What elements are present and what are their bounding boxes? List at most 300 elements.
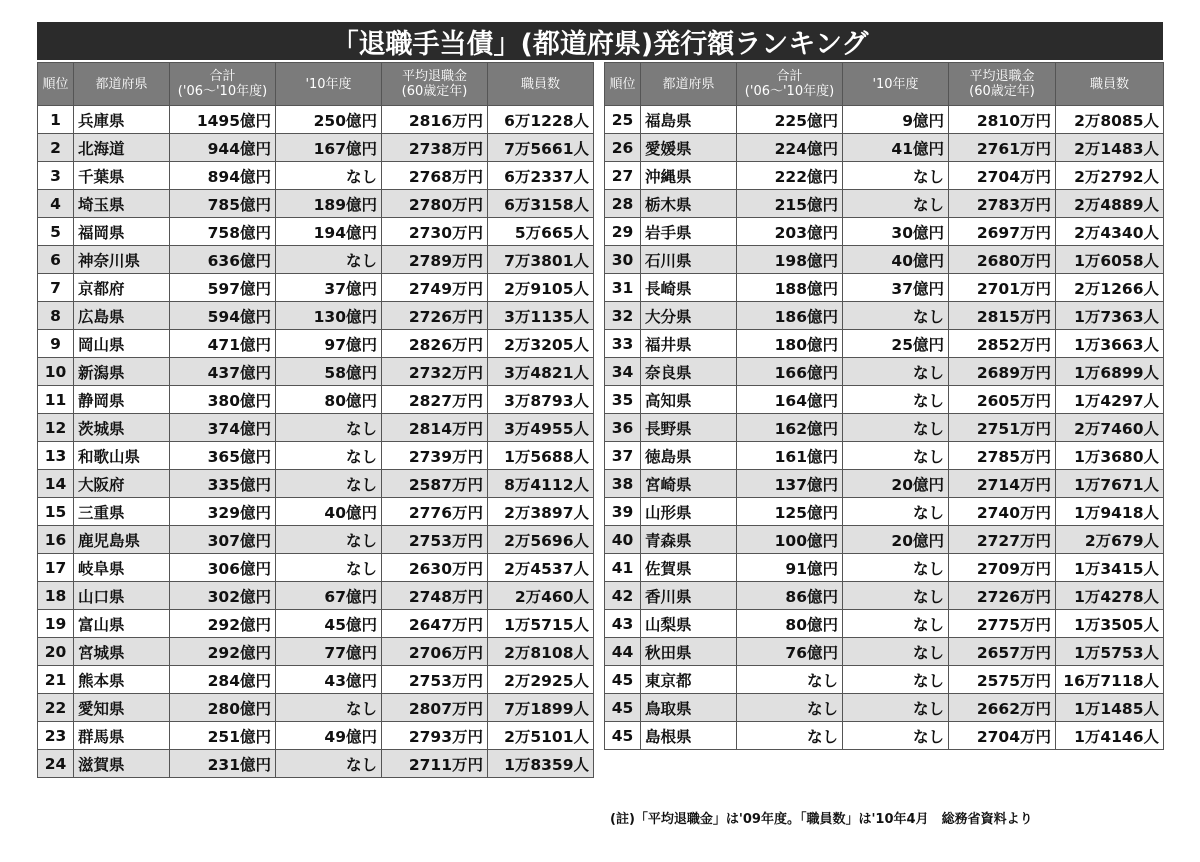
table-row (38, 386, 594, 414)
cell-total: 137億円 (737, 470, 843, 498)
cell-avg-retirement: 2714万円 (949, 470, 1056, 498)
cell-fy10: なし (276, 414, 382, 442)
cell-rank: 9 (38, 330, 74, 358)
table-row (38, 330, 594, 358)
cell-total: 100億円 (737, 526, 843, 554)
header-fy10: '10年度 (276, 63, 382, 106)
cell-rank: 38 (605, 470, 641, 498)
cell-rank: 19 (38, 610, 74, 638)
cell-staff: 2万4537人 (488, 554, 594, 582)
header-rank: 順位 (38, 63, 74, 106)
cell-total: 329億円 (170, 498, 276, 526)
cell-prefecture: 島根県 (641, 722, 737, 750)
table-row (38, 638, 594, 666)
cell-total: 365億円 (170, 442, 276, 470)
cell-staff: 8万4112人 (488, 470, 594, 498)
cell-total: 166億円 (737, 358, 843, 386)
table-row (605, 134, 1164, 162)
cell-fy10: なし (843, 610, 949, 638)
cell-prefecture: 長崎県 (641, 274, 737, 302)
cell-avg-retirement: 2738万円 (382, 134, 488, 162)
cell-rank: 23 (38, 722, 74, 750)
cell-total: 437億円 (170, 358, 276, 386)
cell-total: 198億円 (737, 246, 843, 274)
cell-prefecture: 富山県 (74, 610, 170, 638)
table-row (605, 386, 1164, 414)
table-row (605, 610, 1164, 638)
cell-avg-retirement: 2761万円 (949, 134, 1056, 162)
cell-staff: 1万9418人 (1056, 498, 1164, 526)
cell-rank: 16 (38, 526, 74, 554)
cell-rank: 1 (38, 106, 74, 134)
cell-fy10: 80億円 (276, 386, 382, 414)
table-body-right (605, 106, 1164, 750)
table-row (38, 554, 594, 582)
cell-staff: 2万3897人 (488, 498, 594, 526)
cell-rank: 45 (605, 722, 641, 750)
cell-rank: 4 (38, 190, 74, 218)
table-row (605, 302, 1164, 330)
table-row (605, 638, 1164, 666)
cell-staff: 2万1266人 (1056, 274, 1164, 302)
ranking-table-right (604, 62, 1164, 750)
cell-fy10: 30億円 (843, 218, 949, 246)
cell-rank: 13 (38, 442, 74, 470)
table-body-left (38, 106, 594, 778)
cell-staff: 2万5696人 (488, 526, 594, 554)
header-total-line2: ('06～'10年度) (177, 84, 268, 99)
cell-prefecture: 山形県 (641, 498, 737, 526)
cell-fy10: 20億円 (843, 526, 949, 554)
cell-avg-retirement: 2807万円 (382, 694, 488, 722)
cell-staff: 3万4821人 (488, 358, 594, 386)
cell-avg-retirement: 2749万円 (382, 274, 488, 302)
cell-staff: 2万8085人 (1056, 106, 1164, 134)
cell-rank: 7 (38, 274, 74, 302)
cell-rank: 8 (38, 302, 74, 330)
cell-prefecture: 静岡県 (74, 386, 170, 414)
cell-prefecture: 福井県 (641, 330, 737, 358)
cell-prefecture: 宮城県 (74, 638, 170, 666)
cell-total: 76億円 (737, 638, 843, 666)
header-total-line1: 合計 (209, 69, 236, 84)
cell-prefecture: 山口県 (74, 582, 170, 610)
table-row (605, 526, 1164, 554)
cell-total: 224億円 (737, 134, 843, 162)
table-row (38, 414, 594, 442)
cell-avg-retirement: 2706万円 (382, 638, 488, 666)
cell-staff: 2万1483人 (1056, 134, 1164, 162)
cell-avg-retirement: 2753万円 (382, 526, 488, 554)
cell-total: 380億円 (170, 386, 276, 414)
cell-staff: 1万3663人 (1056, 330, 1164, 358)
table-row (38, 134, 594, 162)
cell-avg-retirement: 2662万円 (949, 694, 1056, 722)
cell-rank: 2 (38, 134, 74, 162)
cell-total: 203億円 (737, 218, 843, 246)
cell-fy10: 194億円 (276, 218, 382, 246)
cell-avg-retirement: 2630万円 (382, 554, 488, 582)
cell-avg-retirement: 2704万円 (949, 722, 1056, 750)
cell-fy10: 40億円 (843, 246, 949, 274)
cell-prefecture: 長野県 (641, 414, 737, 442)
table-row (605, 442, 1164, 470)
cell-rank: 3 (38, 162, 74, 190)
cell-avg-retirement: 2647万円 (382, 610, 488, 638)
cell-total: 292億円 (170, 638, 276, 666)
cell-staff: 6万3158人 (488, 190, 594, 218)
header-total (737, 63, 843, 106)
table-row (605, 694, 1164, 722)
table-row (605, 722, 1164, 750)
table-row (38, 582, 594, 610)
cell-fy10: 250億円 (276, 106, 382, 134)
cell-fy10: 189億円 (276, 190, 382, 218)
cell-total: 80億円 (737, 610, 843, 638)
cell-staff: 2万5101人 (488, 722, 594, 750)
table-row (38, 190, 594, 218)
cell-fy10: なし (276, 694, 382, 722)
table-row (605, 554, 1164, 582)
table-row (605, 218, 1164, 246)
cell-staff: 2万9105人 (488, 274, 594, 302)
cell-avg-retirement: 2780万円 (382, 190, 488, 218)
cell-prefecture: 奈良県 (641, 358, 737, 386)
cell-avg-retirement: 2701万円 (949, 274, 1056, 302)
cell-prefecture: 佐賀県 (641, 554, 737, 582)
table-row (38, 274, 594, 302)
cell-rank: 17 (38, 554, 74, 582)
table-row (38, 246, 594, 274)
cell-total: 636億円 (170, 246, 276, 274)
cell-fy10: なし (843, 442, 949, 470)
table-row (38, 106, 594, 134)
cell-total: 188億円 (737, 274, 843, 302)
cell-rank: 41 (605, 554, 641, 582)
cell-fy10: 9億円 (843, 106, 949, 134)
table-row (605, 330, 1164, 358)
cell-total: 335億円 (170, 470, 276, 498)
cell-rank: 22 (38, 694, 74, 722)
table-header-row (38, 63, 594, 106)
cell-total: 307億円 (170, 526, 276, 554)
cell-avg-retirement: 2657万円 (949, 638, 1056, 666)
cell-rank: 37 (605, 442, 641, 470)
cell-fy10: なし (843, 414, 949, 442)
cell-avg-retirement: 2689万円 (949, 358, 1056, 386)
cell-avg-retirement: 2751万円 (949, 414, 1056, 442)
footnote: (註)「平均退職金」は'09年度。「職員数」は'10年4月 総務省資料より (610, 812, 1033, 827)
cell-rank: 44 (605, 638, 641, 666)
cell-total: 186億円 (737, 302, 843, 330)
header-avg-retirement (382, 63, 488, 106)
cell-fy10: なし (843, 386, 949, 414)
cell-prefecture: 栃木県 (641, 190, 737, 218)
cell-rank: 18 (38, 582, 74, 610)
cell-fy10: 41億円 (843, 134, 949, 162)
table-row (605, 582, 1164, 610)
cell-avg-retirement: 2587万円 (382, 470, 488, 498)
cell-prefecture: 福岡県 (74, 218, 170, 246)
cell-avg-retirement: 2726万円 (949, 582, 1056, 610)
cell-avg-retirement: 2732万円 (382, 358, 488, 386)
cell-prefecture: 新潟県 (74, 358, 170, 386)
cell-fy10: なし (276, 442, 382, 470)
cell-avg-retirement: 2730万円 (382, 218, 488, 246)
cell-staff: 2万3205人 (488, 330, 594, 358)
cell-prefecture: 鹿児島県 (74, 526, 170, 554)
cell-total: 785億円 (170, 190, 276, 218)
ranking-table-left (37, 62, 594, 778)
cell-rank: 11 (38, 386, 74, 414)
cell-total: 161億円 (737, 442, 843, 470)
cell-fy10: なし (843, 190, 949, 218)
cell-staff: 16万7118人 (1056, 666, 1164, 694)
table-row (605, 358, 1164, 386)
cell-staff: 3万1135人 (488, 302, 594, 330)
cell-fy10: 43億円 (276, 666, 382, 694)
cell-staff: 1万1485人 (1056, 694, 1164, 722)
cell-prefecture: 香川県 (641, 582, 737, 610)
cell-staff: 1万3505人 (1056, 610, 1164, 638)
cell-fy10: なし (843, 302, 949, 330)
table-row (38, 470, 594, 498)
cell-avg-retirement: 2814万円 (382, 414, 488, 442)
cell-staff: 5万665人 (488, 218, 594, 246)
cell-staff: 1万5688人 (488, 442, 594, 470)
table-row (605, 498, 1164, 526)
table-row (605, 106, 1164, 134)
cell-total: 162億円 (737, 414, 843, 442)
cell-fy10: なし (843, 162, 949, 190)
cell-rank: 30 (605, 246, 641, 274)
cell-prefecture: 滋賀県 (74, 750, 170, 778)
cell-staff: 1万7671人 (1056, 470, 1164, 498)
cell-staff: 2万2925人 (488, 666, 594, 694)
cell-fy10: 130億円 (276, 302, 382, 330)
cell-prefecture: 兵庫県 (74, 106, 170, 134)
cell-avg-retirement: 2776万円 (382, 498, 488, 526)
cell-fy10: なし (843, 498, 949, 526)
table-row (605, 274, 1164, 302)
cell-staff: 1万6899人 (1056, 358, 1164, 386)
cell-staff: 1万8359人 (488, 750, 594, 778)
cell-avg-retirement: 2704万円 (949, 162, 1056, 190)
cell-staff: 6万2337人 (488, 162, 594, 190)
cell-total: 125億円 (737, 498, 843, 526)
cell-prefecture: 石川県 (641, 246, 737, 274)
header-fy10: '10年度 (843, 63, 949, 106)
cell-avg-retirement: 2740万円 (949, 498, 1056, 526)
cell-prefecture: 大阪府 (74, 470, 170, 498)
table-row (38, 526, 594, 554)
table-row (38, 358, 594, 386)
cell-rank: 45 (605, 666, 641, 694)
cell-staff: 2万4340人 (1056, 218, 1164, 246)
cell-staff: 7万1899人 (488, 694, 594, 722)
header-rank: 順位 (605, 63, 641, 106)
cell-rank: 36 (605, 414, 641, 442)
cell-staff: 1万5753人 (1056, 638, 1164, 666)
cell-total: 894億円 (170, 162, 276, 190)
cell-prefecture: 高知県 (641, 386, 737, 414)
cell-avg-retirement: 2726万円 (382, 302, 488, 330)
cell-prefecture: 北海道 (74, 134, 170, 162)
cell-rank: 5 (38, 218, 74, 246)
cell-prefecture: 青森県 (641, 526, 737, 554)
cell-avg-retirement: 2785万円 (949, 442, 1056, 470)
cell-total: 280億円 (170, 694, 276, 722)
cell-prefecture: 福島県 (641, 106, 737, 134)
cell-staff: 7万3801人 (488, 246, 594, 274)
cell-fy10: なし (276, 162, 382, 190)
table-row (605, 246, 1164, 274)
cell-rank: 14 (38, 470, 74, 498)
header-staff: 職員数 (1056, 63, 1164, 106)
cell-rank: 42 (605, 582, 641, 610)
cell-total: 91億円 (737, 554, 843, 582)
cell-staff: 1万3415人 (1056, 554, 1164, 582)
header-total (170, 63, 276, 106)
cell-fy10: なし (843, 694, 949, 722)
table-row (605, 470, 1164, 498)
cell-prefecture: 千葉県 (74, 162, 170, 190)
cell-avg-retirement: 2753万円 (382, 666, 488, 694)
cell-rank: 45 (605, 694, 641, 722)
cell-staff: 2万679人 (1056, 526, 1164, 554)
table-row (38, 218, 594, 246)
table-row (605, 666, 1164, 694)
cell-fy10: なし (276, 750, 382, 778)
cell-fy10: 45億円 (276, 610, 382, 638)
header-total-line2: ('06～'10年度) (744, 84, 835, 99)
cell-total: 215億円 (737, 190, 843, 218)
cell-prefecture: 山梨県 (641, 610, 737, 638)
cell-total: 306億円 (170, 554, 276, 582)
cell-total: 225億円 (737, 106, 843, 134)
cell-prefecture: 東京都 (641, 666, 737, 694)
cell-staff: 1万4146人 (1056, 722, 1164, 750)
cell-rank: 29 (605, 218, 641, 246)
cell-total: 86億円 (737, 582, 843, 610)
cell-rank: 25 (605, 106, 641, 134)
cell-fy10: 97億円 (276, 330, 382, 358)
header-avg-line2: (60歳定年) (969, 84, 1035, 99)
cell-staff: 2万4889人 (1056, 190, 1164, 218)
cell-prefecture: 沖縄県 (641, 162, 737, 190)
cell-avg-retirement: 2793万円 (382, 722, 488, 750)
cell-total: 292億円 (170, 610, 276, 638)
cell-staff: 2万7460人 (1056, 414, 1164, 442)
cell-rank: 26 (605, 134, 641, 162)
cell-staff: 1万4297人 (1056, 386, 1164, 414)
cell-fy10: 37億円 (276, 274, 382, 302)
cell-fy10: なし (276, 470, 382, 498)
cell-fy10: なし (276, 554, 382, 582)
table-row (38, 666, 594, 694)
cell-prefecture: 群馬県 (74, 722, 170, 750)
table-row (38, 302, 594, 330)
cell-staff: 1万6058人 (1056, 246, 1164, 274)
cell-total: 180億円 (737, 330, 843, 358)
cell-avg-retirement: 2775万円 (949, 610, 1056, 638)
cell-avg-retirement: 2816万円 (382, 106, 488, 134)
cell-fy10: 40億円 (276, 498, 382, 526)
page-title: 「退職手当債」(都道府県)発行額ランキング (37, 22, 1163, 60)
cell-total: 1495億円 (170, 106, 276, 134)
cell-fy10: 20億円 (843, 470, 949, 498)
cell-fy10: 167億円 (276, 134, 382, 162)
header-total-line1: 合計 (776, 69, 803, 84)
table-row (38, 694, 594, 722)
header-avg-line1: 平均退職金 (401, 69, 467, 84)
cell-total: 302億円 (170, 582, 276, 610)
table-row (38, 722, 594, 750)
cell-prefecture: 秋田県 (641, 638, 737, 666)
header-avg-retirement (949, 63, 1056, 106)
cell-staff: 3万8793人 (488, 386, 594, 414)
cell-prefecture: 岐阜県 (74, 554, 170, 582)
cell-avg-retirement: 2697万円 (949, 218, 1056, 246)
cell-rank: 35 (605, 386, 641, 414)
cell-rank: 24 (38, 750, 74, 778)
cell-fy10: 37億円 (843, 274, 949, 302)
cell-staff: 3万4955人 (488, 414, 594, 442)
cell-fy10: なし (843, 638, 949, 666)
table-row (38, 750, 594, 778)
cell-avg-retirement: 2783万円 (949, 190, 1056, 218)
cell-prefecture: 神奈川県 (74, 246, 170, 274)
header-prefecture: 都道府県 (641, 63, 737, 106)
cell-avg-retirement: 2815万円 (949, 302, 1056, 330)
cell-rank: 32 (605, 302, 641, 330)
cell-prefecture: 三重県 (74, 498, 170, 526)
cell-rank: 12 (38, 414, 74, 442)
cell-prefecture: 広島県 (74, 302, 170, 330)
cell-prefecture: 大分県 (641, 302, 737, 330)
table-row (605, 414, 1164, 442)
cell-avg-retirement: 2739万円 (382, 442, 488, 470)
cell-fy10: 49億円 (276, 722, 382, 750)
cell-total: 164億円 (737, 386, 843, 414)
cell-prefecture: 埼玉県 (74, 190, 170, 218)
cell-prefecture: 愛知県 (74, 694, 170, 722)
cell-total: 251億円 (170, 722, 276, 750)
cell-total: 231億円 (170, 750, 276, 778)
cell-rank: 34 (605, 358, 641, 386)
cell-staff: 6万1228人 (488, 106, 594, 134)
cell-prefecture: 宮崎県 (641, 470, 737, 498)
table-row (38, 442, 594, 470)
cell-fy10: なし (843, 582, 949, 610)
cell-avg-retirement: 2826万円 (382, 330, 488, 358)
cell-total: 471億円 (170, 330, 276, 358)
cell-total: 758億円 (170, 218, 276, 246)
cell-fy10: なし (276, 526, 382, 554)
cell-prefecture: 和歌山県 (74, 442, 170, 470)
cell-avg-retirement: 2827万円 (382, 386, 488, 414)
cell-total: なし (737, 694, 843, 722)
cell-fy10: 67億円 (276, 582, 382, 610)
cell-total: 594億円 (170, 302, 276, 330)
cell-staff: 2万460人 (488, 582, 594, 610)
cell-staff: 1万7363人 (1056, 302, 1164, 330)
cell-total: なし (737, 666, 843, 694)
cell-rank: 33 (605, 330, 641, 358)
cell-rank: 6 (38, 246, 74, 274)
cell-total: 284億円 (170, 666, 276, 694)
cell-avg-retirement: 2709万円 (949, 554, 1056, 582)
